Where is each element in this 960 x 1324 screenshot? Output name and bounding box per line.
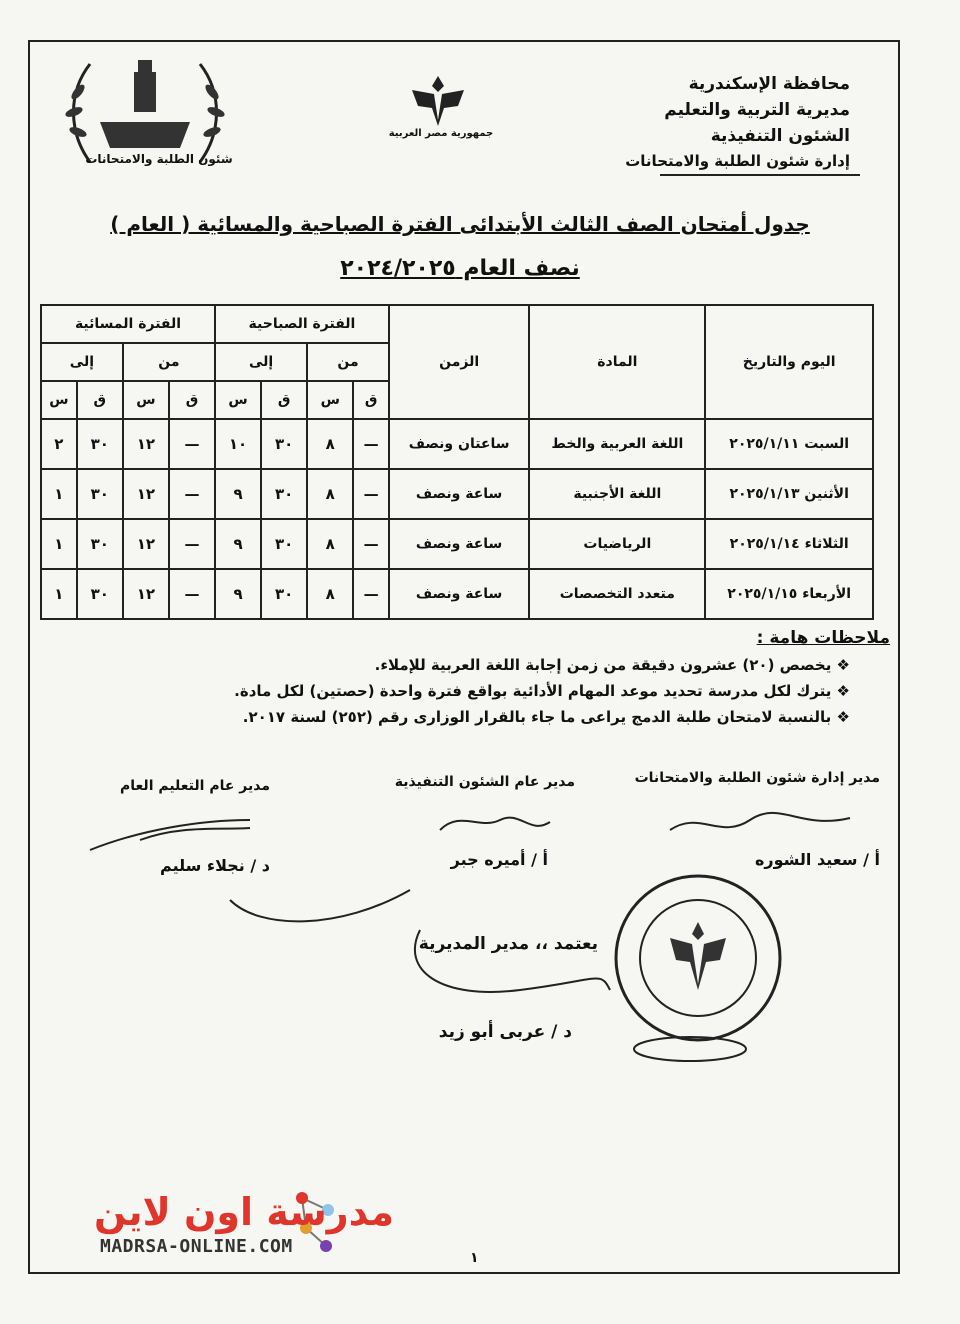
signature-scribble <box>80 800 260 860</box>
cell-day-date: الأربعاء ٢٠٢٥/١/١٥ <box>705 569 873 619</box>
cell-subject: الرياضيات <box>529 519 705 569</box>
header-subject: المادة <box>529 305 705 419</box>
cell-morning-to-hour: ٩ <box>215 519 261 569</box>
header-unit-hour: س <box>307 381 353 419</box>
header-unit-minute: ق <box>353 381 389 419</box>
table-row <box>41 569 873 619</box>
cell-subject: اللغة العربية والخط <box>529 419 705 469</box>
cell-duration: ساعة ونصف <box>389 569 529 619</box>
cell-subject: اللغة الأجنبية <box>529 469 705 519</box>
signature-name-general-education: د / نجلاء سليم <box>160 856 270 875</box>
cell-day-date: السبت ٢٠٢٥/١/١١ <box>705 419 873 469</box>
header-unit-minute: ق <box>77 381 123 419</box>
cell-morning-from-hour: ٨ <box>307 569 353 619</box>
cell-evening-from-hour: ١٢ <box>123 419 169 469</box>
signature-scribble <box>660 800 860 850</box>
cell-evening-to-hour: ١ <box>41 569 77 619</box>
header-unit-minute: ق <box>261 381 307 419</box>
eagle-emblem-icon <box>408 72 468 128</box>
header-unit-minute: ق <box>169 381 215 419</box>
note-item: ❖ يخصص (٢٠) عشرون دقيقة من زمن إجابة اللغة العربية للإملاء. <box>374 656 850 674</box>
note-item: ❖ بالنسبة لامتحان طلبة الدمج يراعى ما جاء بالقرار الوزارى رقم (٢٥٢) لسنة ٢٠١٧. <box>242 708 850 726</box>
cell-morning-from-minute: — <box>353 419 389 469</box>
watermark-arabic: مدرسة اون لاين <box>94 1190 395 1234</box>
signature-title-executive: مدير عام الشئون التنفيذية <box>394 774 575 790</box>
signature-name-exams: أ / سعيد الشوره <box>754 850 880 869</box>
cell-morning-to-minute: ٣٠ <box>261 469 307 519</box>
director-signature-scribble <box>400 900 620 1010</box>
cell-duration: ساعتان ونصف <box>389 419 529 469</box>
table-row <box>41 519 873 569</box>
cell-duration: ساعة ونصف <box>389 469 529 519</box>
header-directorate: مديرية التربية والتعليم <box>664 100 850 120</box>
header-unit-hour: س <box>41 381 77 419</box>
cell-evening-to-hour: ٢ <box>41 419 77 469</box>
watermark-latin: MADRSA-ONLINE.COM <box>100 1236 293 1257</box>
official-seal-stamp <box>612 872 784 1044</box>
cell-evening-to-hour: ١ <box>41 519 77 569</box>
signature-scribble <box>430 800 560 850</box>
header-underline <box>660 174 860 176</box>
table-row <box>41 419 873 469</box>
director-name: د / عربى أبو زيد <box>438 1022 572 1042</box>
header-day-date: اليوم والتاريخ <box>705 305 873 419</box>
cell-morning-to-minute: ٣٠ <box>261 419 307 469</box>
cell-evening-to-minute: ٣٠ <box>77 519 123 569</box>
cell-day-date: الأثنين ٢٠٢٥/١/١٣ <box>705 469 873 519</box>
header-evening-to: إلى <box>41 343 123 381</box>
header-evening-from: من <box>123 343 215 381</box>
cell-evening-from-hour: ١٢ <box>123 469 169 519</box>
header-unit-hour: س <box>123 381 169 419</box>
cell-evening-to-hour: ١ <box>41 469 77 519</box>
signature-name-executive: أ / أميره جبر <box>450 850 548 869</box>
cell-morning-from-minute: — <box>353 569 389 619</box>
stamp-serial-number <box>630 1034 750 1064</box>
page-number: ١ <box>470 1250 479 1266</box>
exam-schedule-table <box>40 304 874 620</box>
cell-evening-from-hour: ١٢ <box>123 569 169 619</box>
header-duration: الزمن <box>389 305 529 419</box>
page-subtitle: نصف العام ٢٠٢٤/٢٠٢٥ <box>340 256 580 281</box>
cell-evening-from-minute: — <box>169 569 215 619</box>
note-item: ❖ يترك لكل مدرسة تحديد موعد المهام الأدائية بواقع فترة واحدة (حصتين) لكل مادة. <box>234 682 850 700</box>
cell-morning-from-hour: ٨ <box>307 469 353 519</box>
header-governorate: محافظة الإسكندرية <box>688 74 850 94</box>
header-exams-department: إدارة شئون الطلبة والامتحانات <box>625 152 850 170</box>
cell-duration: ساعة ونصف <box>389 519 529 569</box>
cell-evening-from-hour: ١٢ <box>123 519 169 569</box>
signature-scribble <box>220 870 420 930</box>
header-executive-affairs: الشئون التنفيذية <box>710 126 850 146</box>
header-morning-to: إلى <box>215 343 307 381</box>
header-morning-from: من <box>307 343 389 381</box>
header-unit-hour: س <box>215 381 261 419</box>
cell-morning-from-minute: — <box>353 469 389 519</box>
logo-caption: شئون الطلبة والامتحانات <box>85 152 233 166</box>
cell-morning-from-hour: ٨ <box>307 519 353 569</box>
cell-morning-to-minute: ٣٠ <box>261 569 307 619</box>
cell-morning-to-hour: ٩ <box>215 569 261 619</box>
cell-morning-from-hour: ٨ <box>307 419 353 469</box>
cell-morning-to-hour: ١٠ <box>215 419 261 469</box>
cell-evening-to-minute: ٣٠ <box>77 469 123 519</box>
signature-title-exams: مدير إدارة شئون الطلبة والامتحانات <box>634 770 880 786</box>
header-morning-period: الفترة الصباحية <box>215 305 389 343</box>
cell-evening-from-minute: — <box>169 519 215 569</box>
notes-heading: ملاحظات هامة : <box>756 628 890 648</box>
signature-title-general-education: مدير عام التعليم العام <box>120 778 270 794</box>
cell-morning-to-minute: ٣٠ <box>261 519 307 569</box>
cell-morning-to-hour: ٩ <box>215 469 261 519</box>
cell-day-date: الثلاثاء ٢٠٢٥/١/١٤ <box>705 519 873 569</box>
cell-evening-to-minute: ٣٠ <box>77 569 123 619</box>
cell-evening-from-minute: — <box>169 469 215 519</box>
cell-evening-from-minute: — <box>169 419 215 469</box>
center-caption: جمهورية مصر العربية <box>388 128 494 139</box>
approval-label: يعتمد ،، مدير المديرية <box>418 934 598 954</box>
table-row <box>41 469 873 519</box>
cell-evening-to-minute: ٣٠ <box>77 419 123 469</box>
cell-subject: متعدد التخصصات <box>529 569 705 619</box>
page-title: جدول أمتحان الصف الثالث الأبتدائى الفترة الصباحية والمسائية ( العام ) <box>110 212 810 236</box>
cell-morning-from-minute: — <box>353 519 389 569</box>
header-evening-period: الفترة المسائية <box>41 305 215 343</box>
